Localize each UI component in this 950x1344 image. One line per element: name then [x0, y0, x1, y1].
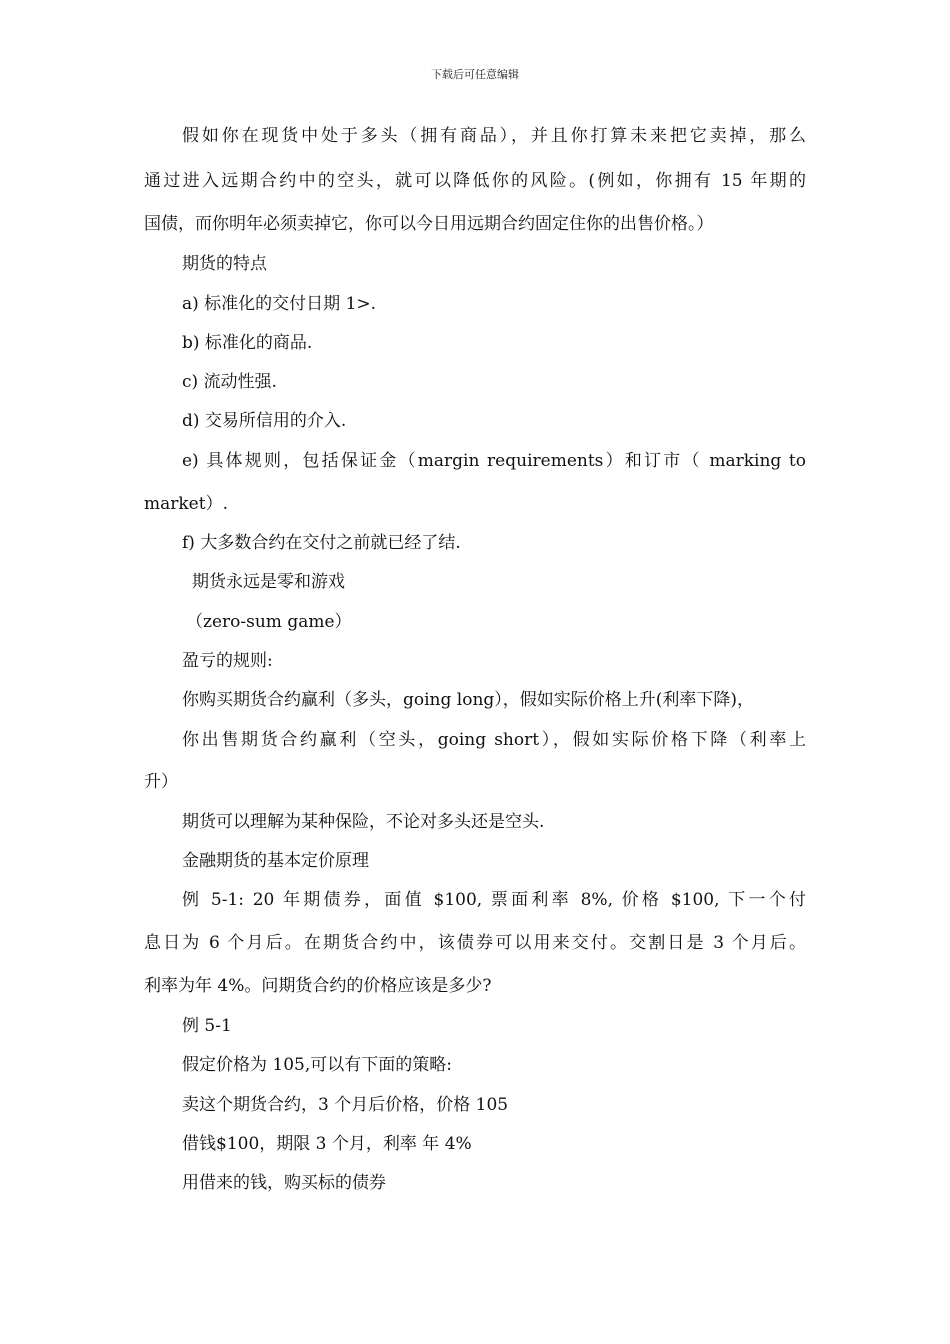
- list-item: f) 大多数合约在交付之前就已经了结.: [182, 533, 461, 553]
- list-item: b) 标准化的商品.: [182, 333, 313, 353]
- insurance-note: 期货可以理解为某种保险，不论对多头还是空头.: [182, 812, 545, 832]
- pnl-short-rule-continuation: 升）: [144, 772, 178, 792]
- strategy-line: 借钱$100，期限 3 个月，利率 年 4%: [182, 1134, 472, 1154]
- pnl-heading: 盈亏的规则:: [182, 651, 273, 671]
- pnl-short-rule: 你出售期货合约赢利（空头，going short），假如实际价格下降（利率上: [182, 730, 806, 750]
- strategy-line: 假定价格为 105,可以有下面的策略:: [182, 1055, 452, 1075]
- example-label: 例 5-1: [182, 1016, 232, 1036]
- list-item: e) 具体规则，包括保证金（margin requirements）和订市（ marking to: [182, 451, 806, 471]
- page-header: 下载后可任意编辑: [431, 68, 519, 81]
- zero-sum-english: （zero-sum game）: [186, 612, 352, 632]
- zero-sum-heading: 期货永远是零和游戏: [192, 572, 345, 592]
- strategy-line: 用借来的钱，购买标的债券: [182, 1173, 386, 1193]
- pnl-long-rule: 你购买期货合约赢利（多头，going long），假如实际价格上升(利率下降)，: [182, 690, 755, 710]
- section-heading-pricing: 金融期货的基本定价原理: [182, 851, 369, 871]
- list-item: c) 流动性强.: [182, 372, 277, 392]
- paragraph-line: 国债，而你明年必须卖掉它，你可以今日用远期合约固定住你的出售价格。）: [144, 214, 714, 234]
- list-item-continuation: market）.: [144, 494, 228, 514]
- section-heading-features: 期货的特点: [182, 254, 267, 274]
- strategy-line: 卖这个期货合约，3 个月后价格，价格 105: [182, 1095, 509, 1115]
- example-line: 利率为年 4%。问期货合约的价格应该是多少?: [144, 976, 492, 996]
- example-line: 息日为 6 个月后。在期货合约中，该债券可以用来交付。交割日是 3 个月后。: [144, 933, 806, 953]
- example-line: 例 5-1: 20 年期债券，面值 $100, 票面利率 8%, 价格 $100, 下一个付: [182, 890, 806, 910]
- list-item: a) 标准化的交付日期 1>.: [182, 294, 377, 314]
- list-item: d) 交易所信用的介入.: [182, 411, 347, 431]
- paragraph-line: 通过进入远期合约中的空头，就可以降低你的风险。(例如，你拥有 15 年期的: [144, 171, 806, 191]
- paragraph-line: 假如你在现货中处于多头（拥有商品），并且你打算未来把它卖掉，那么: [182, 126, 806, 146]
